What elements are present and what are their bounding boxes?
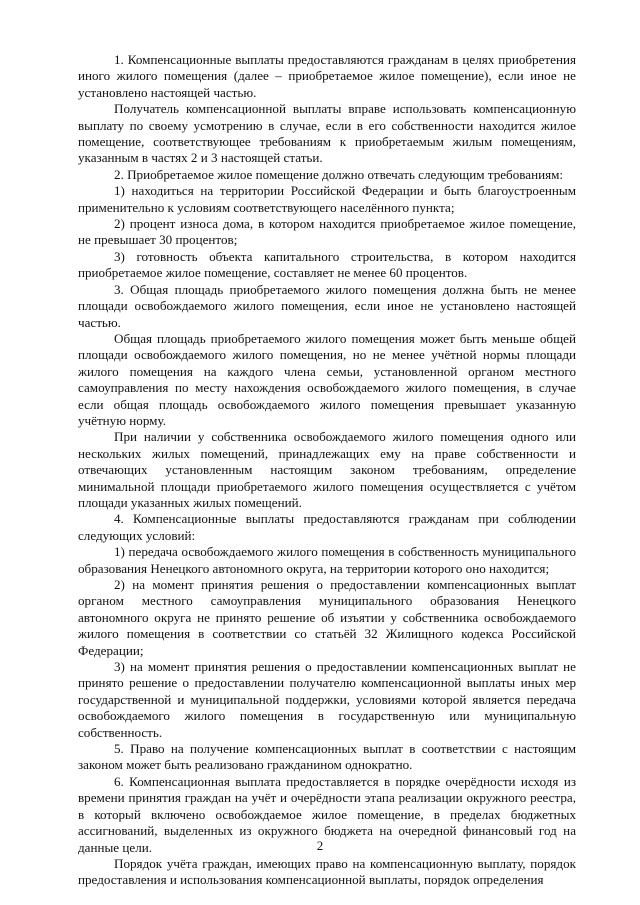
paragraph-part1: 1. Компенсационные выплаты предоставляются гражданам в целях приобретения иного жилого помещения (далее – приобретаемое жилое помещение), если иное не установлено настоящей частью. xyxy=(78,52,576,100)
paragraph-part4-item3: 3) на момент принятия решения о предоставлении компенсационных выплат не принято решение о предоставлении получателю компенсационной выплаты иных мер государственной и муниципальной поддержки, условиями которой является передача освобождаемого жилого помещения в государственную или муниципальную собственность. xyxy=(78,659,576,740)
paragraph-part2-item2: 2) процент износа дома, в котором находится приобретаемое жилое помещение, не превышает 30 процентов; xyxy=(78,216,576,248)
paragraph-part4-item2: 2) на момент принятия решения о предоставлении компенсационных выплат органом местного самоуправления муниципального образования Ненецкого автономного округа не принято решение об изъятии у собственника освобождаемого жилого помещения в соответствии со статьёй 32 Жилищного кодекса Российской Федерации; xyxy=(78,577,576,658)
paragraph-part3-multiple: При наличии у собственника освобождаемого жилого помещения одного или нескольких жилых помещений, принадлежащих ему на праве собственности и отвечающих установленным настоящим законом требованиям, определение минимальной площади приобретаемого жилого помещения осуществляется с учётом площади указанных жилых помещений. xyxy=(78,429,576,510)
paragraph-part1-recipient: Получатель компенсационной выплаты вправе использовать компенсационную выплату по своему усмотрению в случае, если в его собственности находится жилое помещение, соответствующее требованиям к приобретаемым жилым помещениям, указанным в частях 2 и 3 настоящей статьи. xyxy=(78,101,576,166)
paragraph-part6-procedure: Порядок учёта граждан, имеющих право на компенсационную выплату, порядок предоставления и использования компенсационной выплаты, порядок определения xyxy=(78,855,576,888)
paragraph-part2-item3: 3) готовность объекта капитального строительства, в котором находится приобретаемое жилое помещение, составляет не менее 60 процентов. xyxy=(78,248,576,281)
page-number: 2 xyxy=(316,838,324,853)
paragraph-part4: 4. Компенсационные выплаты предоставляются гражданам при соблюдении следующих условий: xyxy=(78,511,576,543)
paragraph-part3-area: Общая площадь приобретаемого жилого помещения может быть меньше общей площади освобождаемого жилого помещения, но не менее учётной нормы площади жилого помещения на каждого члена семьи, установленной органом местного самоуправления по месту нахождения освобождаемого жилого помещения, в случае если общая площадь освобождаемого жилого помещения превышает указанную учётную норму. xyxy=(78,330,576,428)
paragraph-part2-item1: 1) находиться на территории Российской Федерации и быть благоустроенным применительно к условиям соответствующего населённого пункта; xyxy=(78,183,576,215)
paragraph-part4-item1: 1) передача освобождаемого жилого помещения в собственность муниципального образования Ненецкого автономного округа, на территории которого оно находится; xyxy=(78,544,576,576)
paragraph-part5: 5. Право на получение компенсационных выплат в соответствии с настоящим законом может быть реализовано гражданином однократно. xyxy=(78,741,576,773)
paragraph-part6: 6. Компенсационная выплата предоставляется в порядке очерёдности исходя из времени принятия граждан на учёт и очерёдности этапа реализации окружного реестра, в который включено освобождаемое жилое помещение, в пределах бюджетных ассигнований, выделенных из окружного бюджета на очередной финансовый год на данные цели. xyxy=(78,773,576,855)
paragraph-part3: 3. Общая площадь приобретаемого жилого помещения должна быть не менее площади освобождаемого жилого помещения, если иное не установлено настоящей частью. xyxy=(78,281,576,330)
paragraph-part2: 2. Приобретаемое жилое помещение должно отвечать следующим требованиям: xyxy=(114,166,564,182)
